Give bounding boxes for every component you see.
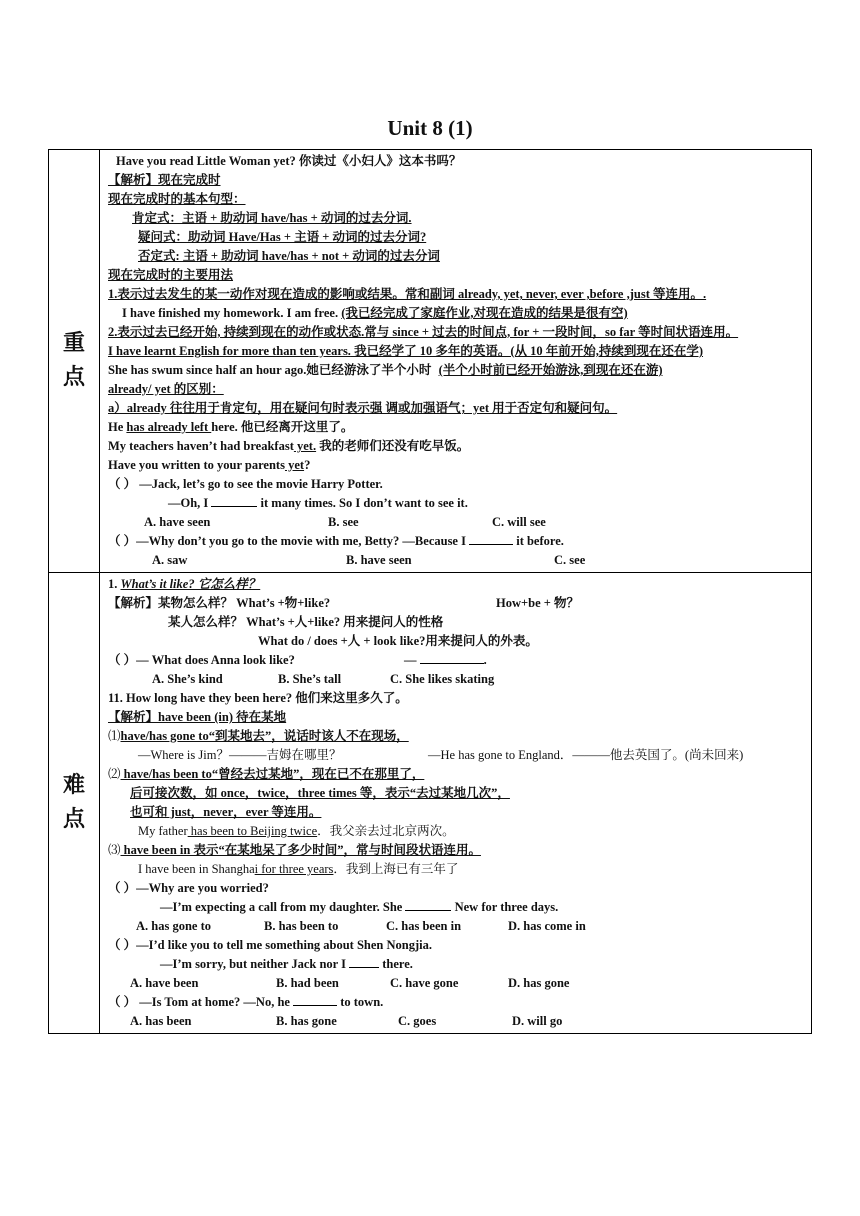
- exercise-options: [108, 917, 807, 936]
- text: （ ） —Is Tom at home? —No, he: [108, 995, 294, 1009]
- option-b[interactable]: B. has gone: [276, 1014, 337, 1028]
- exercise-question: [108, 955, 807, 974]
- option-b[interactable]: B. She’s tall: [278, 672, 342, 686]
- section-key-points: [49, 150, 812, 573]
- label-char: 重: [62, 331, 85, 356]
- text: ⑴: [108, 729, 121, 743]
- option-b[interactable]: B. have seen: [346, 553, 412, 567]
- text: He: [108, 420, 127, 434]
- answer-blank[interactable]: [349, 955, 379, 968]
- analysis-heading: 【解析】have been (in) 待在某地: [108, 710, 287, 724]
- exercise-options: [108, 974, 807, 993]
- option-a[interactable]: A. saw: [152, 553, 188, 567]
- option-a[interactable]: A. have been: [130, 976, 199, 990]
- example-sentence: Have you read Little Woman yet? 你读过《小妇人》这本书吗？: [116, 154, 462, 168]
- topic-heading: [108, 575, 807, 594]
- text: 我已经学了 10 多年的英语。(从 10 年前开始,持续到现在还在学): [350, 344, 704, 358]
- text: 【解析】某物怎么样？ What’s +物+like?: [108, 596, 331, 610]
- text: How+be + 物？: [496, 596, 579, 610]
- usage-rule: 也可和 just，never，ever 等连用。: [130, 805, 322, 819]
- text: —Oh, I: [168, 496, 212, 510]
- usage-rule: [108, 727, 807, 746]
- label-char: 点: [62, 365, 85, 390]
- option-c[interactable]: C. have gone: [390, 976, 459, 990]
- text: （ ）— What does Anna look like?: [108, 653, 295, 667]
- list-item: 现在完成时的基本句型：: [108, 192, 246, 206]
- list-item: 否定式: 主语 + 助动词 have/has + not + 动词的过去分词: [138, 249, 440, 263]
- exercise-question: [108, 993, 807, 1012]
- option-a[interactable]: A. have seen: [144, 515, 211, 529]
- exercise-options: [108, 513, 807, 532]
- option-b[interactable]: B. has been to: [264, 919, 339, 933]
- text: it before.: [513, 534, 564, 548]
- option-d[interactable]: D. has gone: [508, 976, 570, 990]
- exercise-question: [108, 651, 807, 670]
- analysis-line: 某人怎么样？ What’s +人+like? 用来提问人的性格: [168, 615, 444, 629]
- example-sentence: [108, 361, 807, 380]
- answer-blank[interactable]: [420, 651, 484, 664]
- option-a[interactable]: A. has gone to: [136, 919, 212, 933]
- text: (我已经完成了家庭作业,对现在造成的结果是很有空): [341, 306, 628, 320]
- section-difficulties: [49, 573, 812, 1034]
- text: 我的老师们还没有吃早饭。: [316, 439, 470, 453]
- exercise-options: [108, 1012, 807, 1031]
- list-item: 肯定式：主语 + 助动词 have/has + 动词的过去分词.: [132, 211, 412, 225]
- text: —I’m sorry, but neither Jack nor I: [160, 957, 350, 971]
- example-sentence: [108, 418, 807, 437]
- text: （ ）—Why don’t you go to the movie with me, Betty? —Because I: [108, 534, 470, 548]
- usage-rule: 后可接次数，如 once，twice，three times 等，表示“去过某地几次”，: [130, 786, 510, 800]
- page-title: Unit 8 (1): [387, 116, 473, 140]
- text: What’s it like? 它怎么样？: [120, 577, 261, 591]
- text: have been in 表示“在某地呆了多少时间”，常与时间段状语连用。: [120, 843, 481, 857]
- list-item: already/ yet 的区别：: [108, 382, 224, 396]
- option-c[interactable]: C. goes: [398, 1014, 437, 1028]
- list-item: 疑问式：助动词 Have/Has + 主语 + 动词的过去分词?: [138, 230, 427, 244]
- text: have/has been to“曾经去过某地”，现在已不在那里了，: [120, 767, 425, 781]
- exercise-options: [108, 551, 807, 570]
- option-c[interactable]: C. She likes skating: [390, 672, 495, 686]
- text: —I’m expecting a call from my daughter. She: [160, 900, 406, 914]
- text: I have learnt English for more than ten years.: [108, 344, 351, 358]
- text: Have you written to your parents: [108, 458, 285, 472]
- option-c[interactable]: C. has been in: [386, 919, 462, 933]
- text: —: [404, 653, 420, 667]
- text: it many times. So I don’t want to see it.: [257, 496, 468, 510]
- text: to town.: [337, 995, 384, 1009]
- analysis-line: What do / does +人 + look like?用来提问人的外表。: [258, 634, 538, 648]
- text: there.: [379, 957, 413, 971]
- usage-rule: [108, 765, 807, 784]
- text: ⑵: [108, 767, 121, 781]
- text: i for three years: [254, 862, 334, 876]
- content-table: [48, 149, 812, 1034]
- exercise-question: [108, 532, 807, 551]
- text: here. 他已经离开这里了。: [211, 420, 354, 434]
- option-a[interactable]: A. has been: [130, 1014, 192, 1028]
- topic-heading: 11. How long have they been here? 他们来这里多久了。: [108, 691, 408, 705]
- option-c[interactable]: C. see: [554, 553, 586, 567]
- text: (半个小时前已经开始游泳,到现在还在游): [438, 363, 663, 377]
- text: has been to Beijing twice: [187, 824, 318, 838]
- text: ?: [304, 458, 311, 472]
- exercise-question: [108, 494, 807, 513]
- exercise-question: [108, 898, 807, 917]
- section-label-key-points: [49, 150, 100, 573]
- answer-blank[interactable]: [469, 532, 513, 545]
- analysis-heading: 【解析】现在完成时: [108, 173, 221, 187]
- text: ．我到上海已有三年了: [333, 862, 459, 876]
- answer-blank[interactable]: [405, 898, 451, 911]
- exercise-options: [108, 670, 807, 689]
- answer-blank[interactable]: [211, 494, 257, 507]
- answer-blank[interactable]: [293, 993, 337, 1006]
- text: She has swum since half an hour ago.她已经游泳了半个小时: [108, 363, 432, 377]
- text: My teachers haven’t had breakfast: [108, 439, 294, 453]
- text: New for three days.: [451, 900, 559, 914]
- example-sentence: [108, 746, 807, 765]
- text: —Where is Jim？———吉姆在哪里？: [138, 748, 342, 762]
- section-label-difficulties: [49, 573, 100, 1034]
- exercise-question: （ ） —Jack, let’s go to see the movie Harry Potter.: [108, 477, 383, 491]
- text: I have finished my homework. I am free.: [122, 306, 339, 320]
- analysis-line: [108, 594, 807, 613]
- option-d[interactable]: D. has come in: [508, 919, 586, 933]
- example-sentence: [108, 860, 807, 879]
- example-sentence: [108, 437, 807, 456]
- text: has already left: [126, 420, 212, 434]
- text: .: [483, 653, 487, 667]
- text: —He has gone to England．———他去英国了。(尚未回来): [428, 748, 744, 762]
- option-d[interactable]: D. will go: [512, 1014, 563, 1028]
- usage-rule: 1.表示过去发生的某一动作对现在造成的影响或结果。常和副词 already, yet, never, ever ,before ,just 等连用。.: [108, 287, 707, 301]
- example-sentence: [108, 456, 807, 475]
- option-c[interactable]: C. will see: [492, 515, 546, 529]
- list-item: 现在完成时的主要用法: [108, 268, 234, 282]
- usage-rule: [108, 841, 807, 860]
- usage-rule: 2.表示过去已经开始, 持续到现在的动作或状态.常与 since + 过去的时间点, for + 一段时间，so far 等时间状语连用。: [108, 325, 739, 339]
- option-b[interactable]: B. had been: [276, 976, 339, 990]
- example-sentence: [108, 304, 807, 323]
- exercise-question: （ ）—Why are you worried?: [108, 881, 269, 895]
- label-char: 难: [62, 773, 85, 798]
- text: ．我父亲去过北京两次。: [317, 824, 455, 838]
- option-b[interactable]: B. see: [328, 515, 359, 529]
- section-body-key-points: [100, 150, 812, 573]
- exercise-question: （ ）—I’d like you to tell me something about Shen Nongjia.: [108, 938, 432, 952]
- text: I have been in Shangha: [138, 862, 255, 876]
- option-a[interactable]: A. She’s kind: [152, 672, 223, 686]
- text: have/has gone to“到某地去”，说话时该人不在现场，: [120, 729, 409, 743]
- example-sentence: [108, 342, 807, 361]
- list-item: a）already 往往用于肯定句，用在疑问句时表示强 调或加强语气；yet 用于否定句和疑问句。: [108, 401, 618, 415]
- text: 1.: [108, 577, 121, 591]
- label-char: 点: [62, 807, 85, 832]
- text: ⑶: [108, 843, 121, 857]
- text: yet: [284, 458, 305, 472]
- section-body-difficulties: [100, 573, 812, 1034]
- text: yet.: [293, 439, 317, 453]
- text: My father: [138, 824, 188, 838]
- example-sentence: [108, 822, 807, 841]
